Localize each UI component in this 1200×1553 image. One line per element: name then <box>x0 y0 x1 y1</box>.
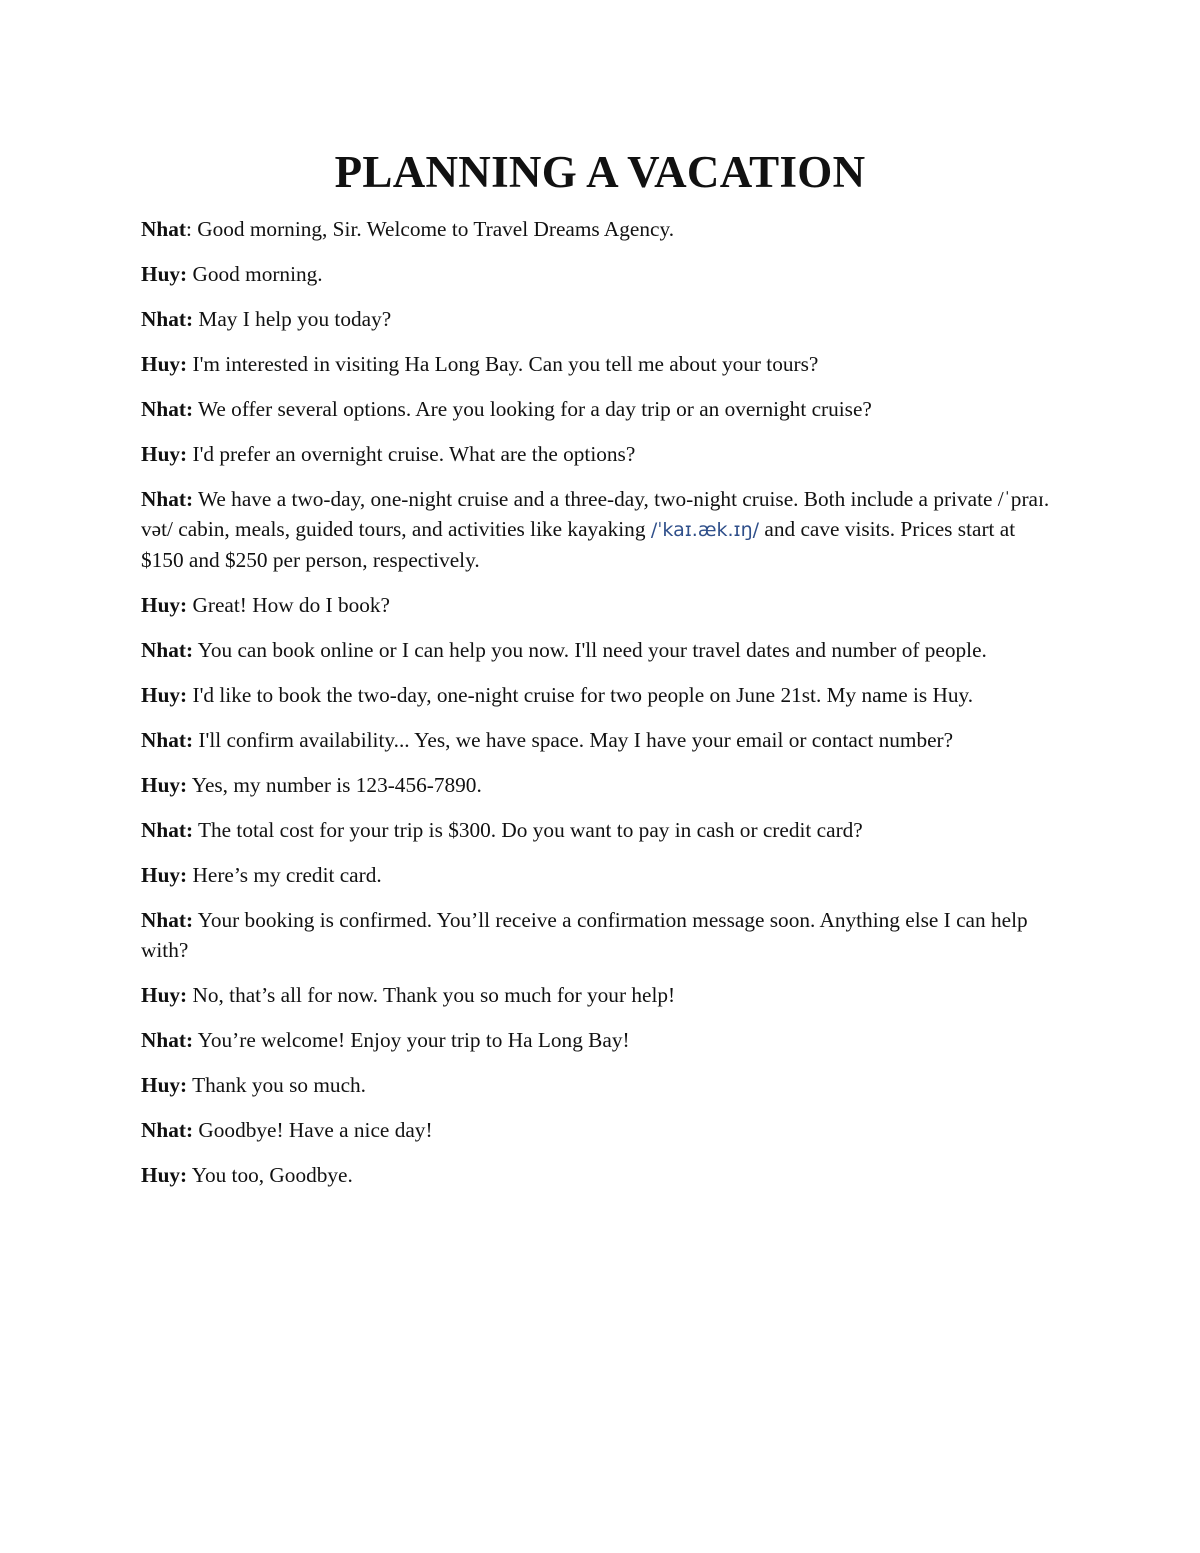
dialogue-line <box>141 1025 1051 1055</box>
dialogue-line <box>141 725 1051 755</box>
dialogue-line <box>141 439 1051 469</box>
speaker-name: Huy: <box>141 773 188 797</box>
speaker-name: Nhat <box>141 217 186 241</box>
dialogue-line <box>141 214 1051 244</box>
speaker-name: Nhat: <box>141 307 194 331</box>
line-text: Good morning. <box>187 262 323 286</box>
speaker-name: Nhat: <box>141 1118 194 1142</box>
speaker-name: Huy: <box>141 983 188 1007</box>
speaker-name: Nhat: <box>141 638 194 662</box>
speaker-name: Nhat: <box>141 487 194 511</box>
dialogue-line <box>141 259 1051 289</box>
dialogue-line <box>141 349 1051 379</box>
speaker-name: Huy: <box>141 863 188 887</box>
speaker-name: Huy: <box>141 593 188 617</box>
dialogue-line <box>141 980 1051 1010</box>
dialogue-line <box>141 484 1051 575</box>
speaker-name: Nhat: <box>141 397 194 421</box>
line-text: Here’s my credit card. <box>187 863 382 887</box>
line-text: Goodbye! Have a nice day! <box>193 1118 433 1142</box>
line-text: Great! How do I book? <box>187 593 391 617</box>
line-text: Your booking is confirmed. You’ll receive a confirmation message soon. Anything else I can help with? <box>141 908 1028 962</box>
line-text: I'll confirm availability... Yes, we have space. May I have your email or contact number? <box>193 728 954 752</box>
dialogue-line <box>141 590 1051 620</box>
line-text: You can book online or I can help you now. I'll need your travel dates and number of people. <box>193 638 987 662</box>
dialogue-line <box>141 770 1051 800</box>
dialogue-line <box>141 1160 1051 1190</box>
line-text: We have a two-day, one-night cruise and a three-day, two-night cruise. Both include a private /ˈpraɪ. vət/ cabin, meals, guided tours, and activities like kayaking <box>141 487 1050 541</box>
page-title: PLANNING A VACATION <box>334 147 866 197</box>
speaker-name: Huy: <box>141 352 188 376</box>
speaker-name: Nhat: <box>141 908 194 932</box>
speaker-name: Nhat: <box>141 728 194 752</box>
line-text: We offer several options. Are you looking for a day trip or an overnight cruise? <box>193 397 872 421</box>
speaker-name: Huy: <box>141 442 188 466</box>
speaker-name: Huy: <box>141 1163 188 1187</box>
dialogue-line <box>141 860 1051 890</box>
speaker-name: Nhat: <box>141 818 194 842</box>
line-text: I'd like to book the two-day, one-night cruise for two people on June 21st. My name is Huy. <box>187 683 974 707</box>
speaker-name: Nhat: <box>141 1028 194 1052</box>
speaker-name: Huy: <box>141 262 188 286</box>
speaker-name: Huy: <box>141 1073 188 1097</box>
dialogue-line <box>141 815 1051 845</box>
line-text: I'd prefer an overnight cruise. What are the options? <box>187 442 636 466</box>
dialogue-line <box>141 394 1051 424</box>
ipa-transcription: /ˈkaɪ.æk.ɪŋ/ <box>650 519 760 541</box>
dialogue <box>141 214 1051 1205</box>
line-text: Yes, my number is 123-456-7890. <box>187 773 482 797</box>
dialogue-line <box>141 635 1051 665</box>
line-text: You’re welcome! Enjoy your trip to Ha Long Bay! <box>193 1028 630 1052</box>
dialogue-line <box>141 905 1051 965</box>
line-text: Thank you so much. <box>187 1073 366 1097</box>
speaker-separator: : <box>185 217 192 241</box>
line-text: The total cost for your trip is $300. Do you want to pay in cash or credit card? <box>193 818 863 842</box>
line-text: and cave visits. Prices start at $150 and $250 per person, respectively. <box>141 517 1016 572</box>
line-text: You too, Goodbye. <box>187 1163 353 1187</box>
dialogue-line <box>141 680 1051 710</box>
dialogue-line <box>141 1115 1051 1145</box>
speaker-name: Huy: <box>141 683 188 707</box>
line-text: I'm interested in visiting Ha Long Bay. Can you tell me about your tours? <box>187 352 819 376</box>
dialogue-line <box>141 1070 1051 1100</box>
line-text: May I help you today? <box>193 307 392 331</box>
line-text: No, that’s all for now. Thank you so much for your help! <box>187 983 676 1007</box>
dialogue-line <box>141 304 1051 334</box>
line-text: Good morning, Sir. Welcome to Travel Dreams Agency. <box>191 217 675 241</box>
